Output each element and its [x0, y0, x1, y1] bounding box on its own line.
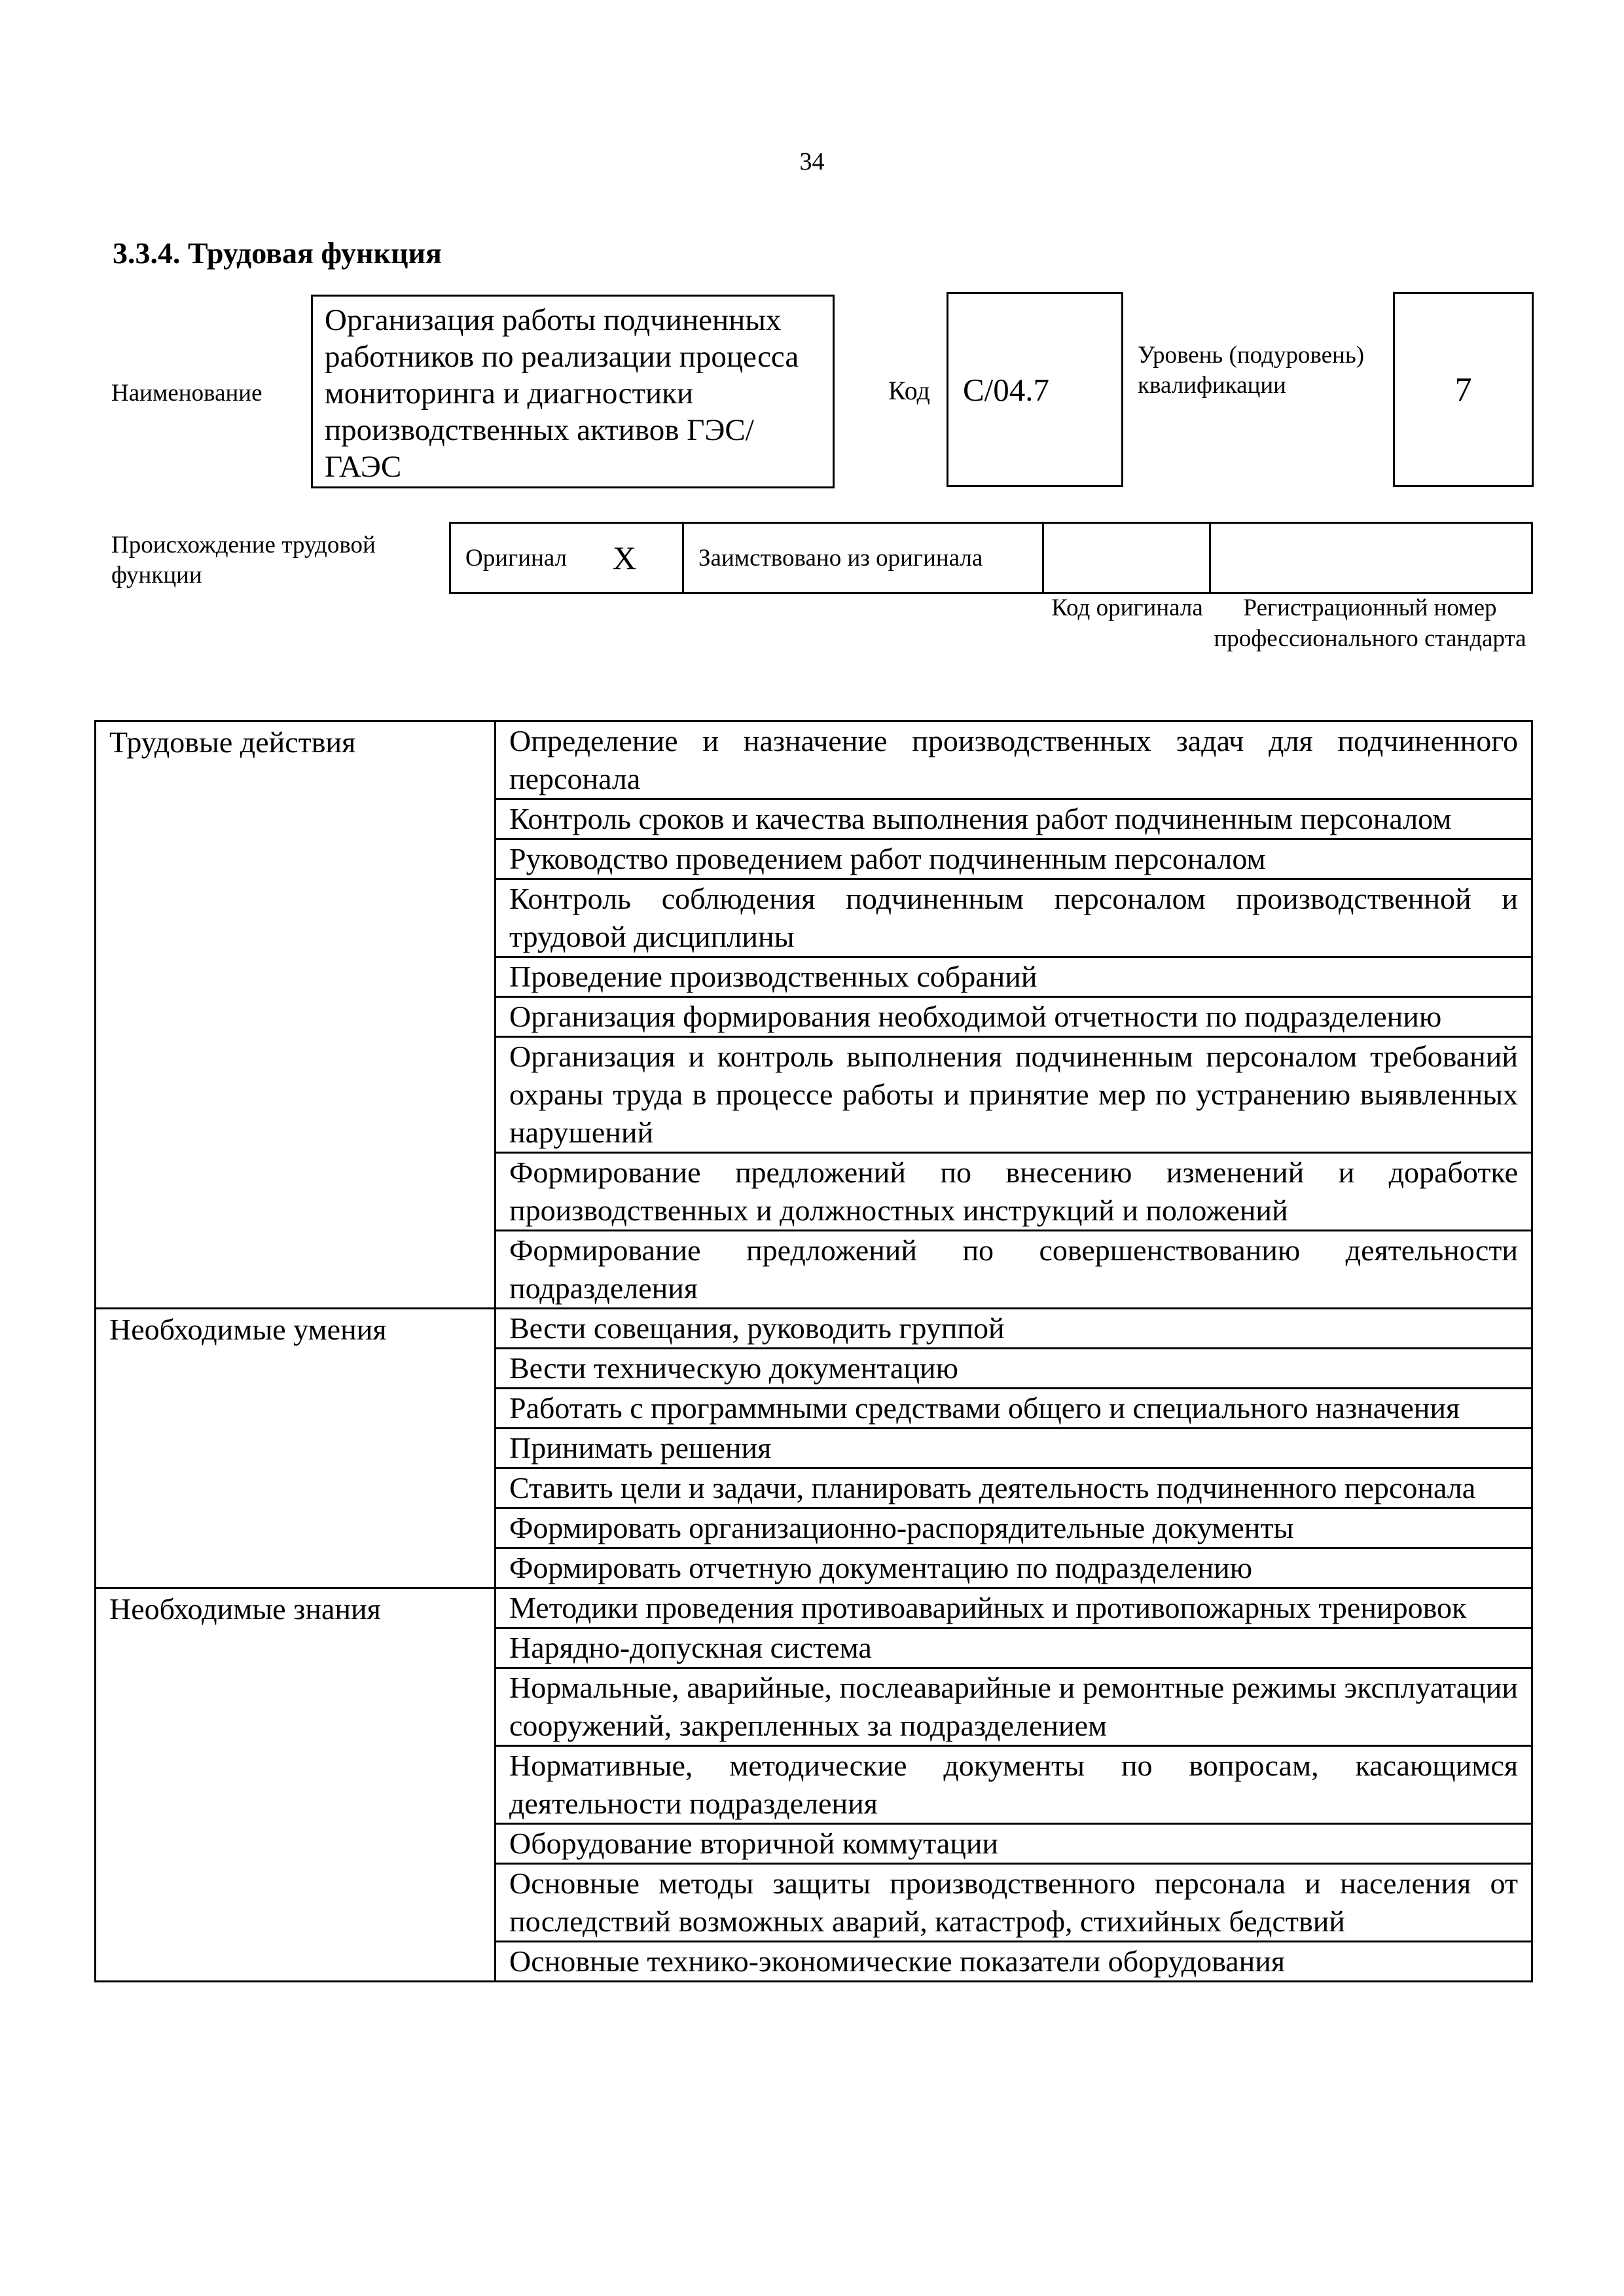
section-item-cell: Проведение производственных собраний [496, 957, 1532, 997]
section-item-cell: Организация и контроль выполнения подчиненным персоналом требований охраны труда в процессе работы и принятие мер по устранению выявленных нарушений [496, 1037, 1532, 1153]
section-item-cell: Нормальные, аварийные, послеаварийные и ремонтные режимы эксплуатации сооружений, закрепленных за подразделением [496, 1668, 1532, 1746]
original-mark: X [613, 539, 637, 576]
table-row [96, 1588, 1532, 1628]
section-item-cell: Вести совещания, руководить группой [496, 1309, 1532, 1349]
section-item-cell: Определение и назначение производственных задач для подчиненного персонала [496, 721, 1532, 799]
section-item-cell: Оборудование вторичной коммутации [496, 1824, 1532, 1864]
section-item-cell: Формировать отчетную документацию по подразделению [496, 1548, 1532, 1588]
function-name-box: Организация работы подчиненных работников по реализации процесса мониторинга и диагностики производственных активов ГЭС/ГАЭС [311, 295, 835, 488]
page-number: 34 [799, 148, 825, 175]
original-code-caption: Код оригинала [1051, 594, 1203, 621]
section-item-cell: Методики проведения противоаварийных и противопожарных тренировок [496, 1588, 1532, 1628]
section-title: 3.3.4. Трудовая функция [113, 236, 442, 270]
section-item-cell: Нарядно-допускная система [496, 1628, 1532, 1668]
section-item-cell: Контроль сроков и качества выполнения работ подчиненным персоналом [496, 799, 1532, 839]
table-row [96, 1309, 1532, 1349]
original-cell [451, 524, 684, 592]
section-item-cell: Работать с программными средствами общего и специального назначения [496, 1389, 1532, 1429]
borrowed-cell: Заимствовано из оригинала [684, 524, 1044, 592]
section-item-cell: Нормативные, методические документы по вопросам, касающимся деятельности подразделения [496, 1746, 1532, 1824]
registration-number-cell [1211, 524, 1531, 592]
origin-label: Происхождение трудовой функции [111, 532, 376, 589]
original-label: Оригинал [465, 544, 568, 572]
original-code-cell [1044, 524, 1211, 592]
section-title-cell: Необходимые умения [96, 1309, 496, 1588]
code-label: Код [888, 376, 930, 405]
section-item-cell: Основные технико-экономические показатели оборудования [496, 1942, 1532, 1982]
section-item-cell: Ставить цели и задачи, планировать деятельность подчиненного персонала [496, 1468, 1532, 1508]
level-value: 7 [1454, 371, 1472, 409]
section-item-cell: Формировать организационно-распорядительные документы [496, 1508, 1532, 1548]
origin-row [449, 522, 1533, 594]
code-box [947, 292, 1123, 487]
section-item-cell: Принимать решения [496, 1429, 1532, 1468]
section-item-cell: Формирование предложений по совершенствованию деятельности подразделения [496, 1231, 1532, 1309]
section-item-cell: Руководство проведением работ подчиненным персоналом [496, 839, 1532, 879]
section-item-cell: Основные методы защиты производственного персонала и населения от последствий возможных аварий, катастроф, стихийных бедствий [496, 1864, 1532, 1942]
section-item-cell: Формирование предложений по внесению изменений и доработке производственных и должностных инструкций и положений [496, 1153, 1532, 1231]
registration-number-caption: Регистрационный номер профессионального стандарта [1214, 594, 1526, 652]
function-details-table [94, 720, 1533, 1982]
section-item-cell: Контроль соблюдения подчиненным персоналом производственной и трудовой дисциплины [496, 879, 1532, 957]
level-label: Уровень (подуровень) квалификации [1138, 342, 1365, 399]
level-box [1393, 292, 1534, 487]
section-title-cell: Трудовые действия [96, 721, 496, 1309]
section-item-cell: Организация формирования необходимой отчетности по подразделению [496, 997, 1532, 1037]
name-label: Наименование [111, 380, 262, 407]
table-row [96, 721, 1532, 799]
section-title-cell: Необходимые знания [96, 1588, 496, 1982]
section-item-cell: Вести техническую документацию [496, 1349, 1532, 1389]
code-value: C/04.7 [963, 371, 1050, 408]
